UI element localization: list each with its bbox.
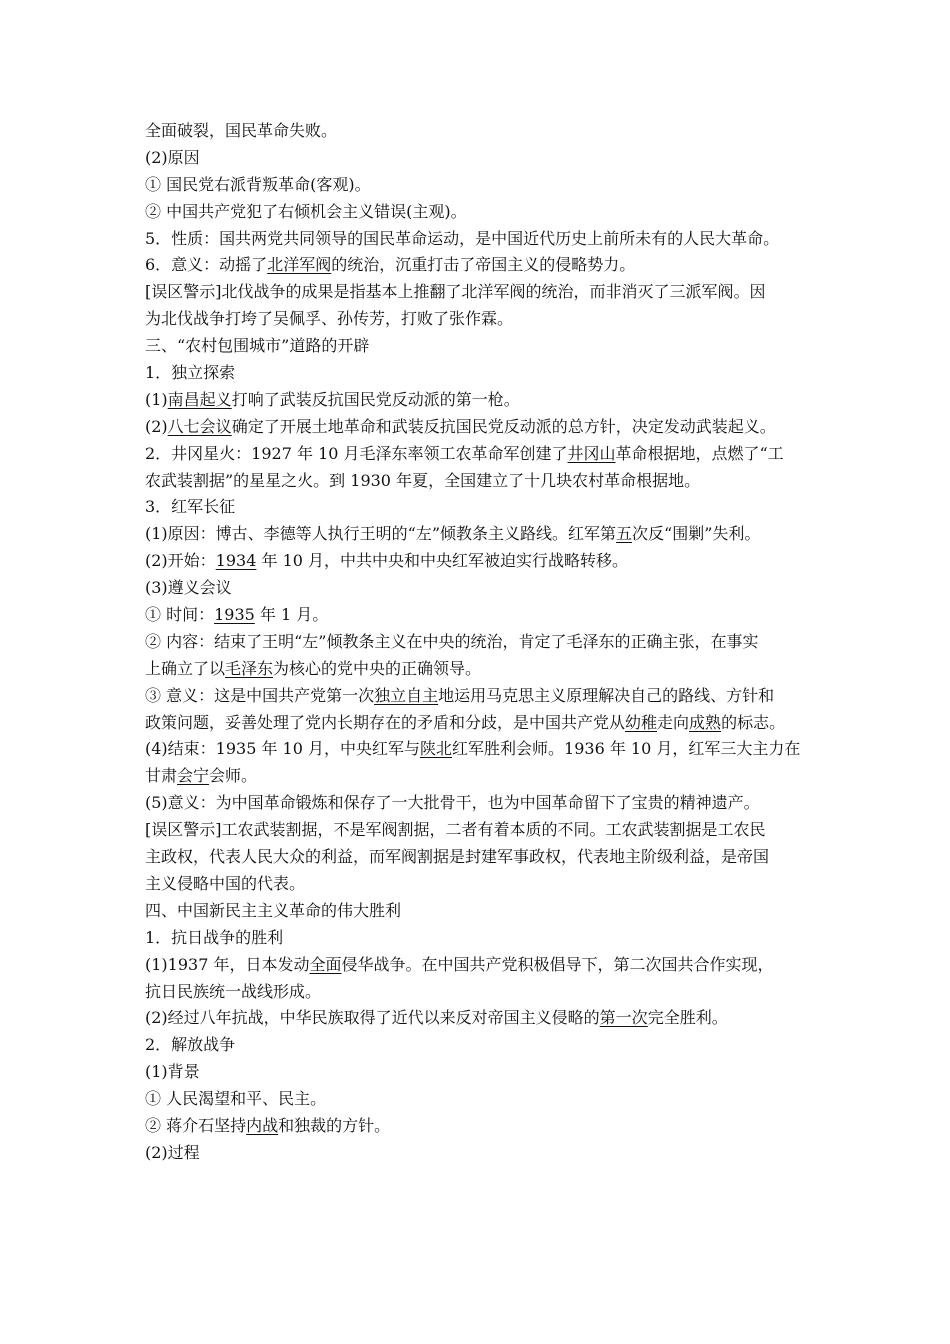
text-line — [145, 790, 835, 817]
text-line — [145, 683, 835, 710]
text-segment: 甘肃 — [145, 766, 178, 786]
text-segment: (2)开始： — [145, 551, 216, 571]
text-line — [145, 494, 835, 521]
text-line — [145, 602, 835, 629]
text-segment: 主义侵略中国的代表。 — [145, 873, 306, 893]
text-segment: 抗日民族统一战线形成。 — [145, 981, 322, 1001]
text-line — [145, 710, 835, 737]
text-line — [145, 414, 835, 441]
text-segment: 的统治，沉重打击了帝国主义的侵略势力。 — [331, 255, 636, 275]
underlined-answer: 成熟 — [689, 712, 722, 732]
text-segment: 侵华战争。在中国共产党积极倡导下，第二次国共合作实现， — [341, 954, 774, 974]
text-line — [145, 871, 835, 898]
text-line — [145, 333, 835, 360]
text-segment: 为北伐战争打垮了吴佩孚、孙传芳，打败了张作霖。 — [145, 309, 514, 329]
text-segment: 为核心的党中央的正确领导。 — [273, 658, 482, 678]
underlined-answer: 毛泽东 — [225, 658, 274, 678]
text-segment: ① 时间： — [145, 605, 215, 625]
text-line — [145, 736, 835, 763]
text-line — [145, 763, 835, 790]
text-segment: 地运用马克思主义原理解决自己的路线、方针和 — [438, 685, 775, 705]
text-segment: ② 中国共产党犯了右倾机会主义错误(主观)。 — [145, 201, 467, 221]
text-line — [145, 387, 835, 414]
text-line — [145, 145, 835, 172]
text-segment: [误区警示]北伐战争的成果是指基本上推翻了北洋军阀的统治，而非消灭了三派军阀。因 — [145, 282, 766, 302]
text-line — [145, 441, 835, 468]
text-line — [145, 226, 835, 253]
text-line — [145, 279, 835, 306]
text-line — [145, 548, 835, 575]
text-segment: 政策问题，妥善处理了党内长期存在的矛盾和分歧，是中国共产党从 — [145, 712, 626, 732]
text-segment: ① 人民渴望和平、民主。 — [145, 1089, 327, 1109]
text-line — [145, 925, 835, 952]
text-segment: (1) — [145, 389, 168, 409]
text-segment: (2) — [145, 416, 168, 436]
text-segment: 年 1 月。 — [254, 605, 329, 625]
text-segment: 农武装割据”的星星之火。到 1930 年夏，全国建立了十几块农村革命根据地。 — [145, 470, 701, 490]
text-segment: ② 蒋介石坚持 — [145, 1115, 247, 1135]
text-segment: ② 内容：结束了王明“左”倾教条主义在中央的统治，肯定了毛泽东的正确主张，在事实 — [145, 631, 759, 651]
underlined-answer: 独立自主 — [374, 685, 439, 705]
text-segment: 年 10 月，中共中央和中央红军被迫实行战略转移。 — [256, 551, 629, 571]
text-line — [145, 306, 835, 333]
text-line — [145, 172, 835, 199]
text-line — [145, 199, 835, 226]
text-line — [145, 1005, 835, 1032]
underlined-answer: 八七会议 — [167, 416, 232, 436]
text-line — [145, 118, 835, 145]
text-segment: (2)过程 — [145, 1142, 200, 1162]
text-line — [145, 898, 835, 925]
text-segment: 2．井冈星火：1927 年 10 月毛泽东率领工农革命军创建了 — [145, 443, 568, 463]
text-line — [145, 979, 835, 1006]
underlined-answer: 全面 — [309, 954, 342, 974]
text-line — [145, 656, 835, 683]
text-line — [145, 468, 835, 495]
text-segment: 6．意义：动摇了 — [145, 255, 268, 275]
text-segment: 会师。 — [209, 766, 258, 786]
text-segment: (2)经过八年抗战，中华民族取得了近代以来反对帝国主义侵略的 — [145, 1008, 600, 1028]
text-segment: 确定了开展土地革命和武装反抗国民党反动派的总方针，决定发动武装起义。 — [231, 416, 776, 436]
text-line — [145, 575, 835, 602]
text-segment: (3)遵义会议 — [145, 578, 232, 598]
text-segment: ③ 意义：这是中国共产党第一次 — [145, 685, 375, 705]
text-segment: 三、“农村包围城市”道路的开辟 — [145, 336, 370, 356]
text-segment: 完全胜利。 — [647, 1008, 728, 1028]
text-segment: 主政权，代表人民大众的利益，而军阀割据是封建军事政权，代表地主阶级利益，是帝国 — [145, 847, 770, 867]
text-segment: 2．解放战争 — [145, 1035, 236, 1055]
text-segment: [误区警示]工农武装割据，不是军阀割据，二者有着本质的不同。工农武装割据是工农民 — [145, 820, 766, 840]
underlined-answer: 南昌起义 — [167, 389, 232, 409]
text-line — [145, 360, 835, 387]
underlined-answer: 第一次 — [599, 1008, 648, 1028]
text-segment: (1)1937 年，日本发动 — [145, 954, 310, 974]
underlined-answer: 五 — [616, 524, 633, 544]
text-segment: 上确立了以 — [145, 658, 226, 678]
underlined-answer: 1934 — [215, 551, 257, 571]
underlined-answer: 幼稚 — [625, 712, 658, 732]
text-line — [145, 252, 835, 279]
text-line — [145, 1086, 835, 1113]
underlined-answer: 会宁 — [177, 766, 210, 786]
text-line — [145, 521, 835, 548]
text-segment: 打响了武装反抗国民党反动派的第一枪。 — [231, 389, 520, 409]
text-segment: 和独裁的方针。 — [278, 1115, 391, 1135]
underlined-answer: 陕北 — [420, 739, 453, 759]
text-segment: 全面破裂，国民革命失败。 — [145, 121, 338, 140]
text-line — [145, 952, 835, 979]
text-segment: 革命根据地，点燃了“工 — [615, 443, 784, 463]
text-segment: 四、中国新民主主义革命的伟大胜利 — [145, 900, 402, 920]
text-segment: (4)结束：1935 年 10 月，中央红军与 — [145, 739, 421, 759]
document-body — [145, 118, 835, 1167]
text-segment: (2)原因 — [145, 147, 200, 167]
text-segment: 1．独立探索 — [145, 363, 236, 383]
text-segment: 的标志。 — [721, 712, 786, 732]
text-segment: (1)原因：博古、李德等人执行王明的“左”倾教条主义路线。红军第 — [145, 524, 617, 544]
text-segment: 3．红军长征 — [145, 497, 236, 517]
text-line — [145, 1113, 835, 1140]
text-segment: 1．抗日战争的胜利 — [145, 927, 284, 947]
text-segment: 红军胜利会师。1936 年 10 月，红军三大主力在 — [452, 739, 801, 759]
text-segment: (1)背景 — [145, 1062, 200, 1082]
text-segment: (5)意义：为中国革命锻炼和保存了一大批骨干，也为中国革命留下了宝贵的精神遗产。 — [145, 793, 760, 813]
text-segment: ① 国民党右派背叛革命(客观)。 — [145, 174, 371, 194]
underlined-answer: 内战 — [246, 1115, 279, 1135]
text-line — [145, 1032, 835, 1059]
text-line — [145, 1140, 835, 1167]
text-line — [145, 844, 835, 871]
underlined-answer: 1935 — [214, 605, 255, 625]
text-segment: 走向 — [657, 712, 690, 732]
text-segment: 次反“围剿”失利。 — [632, 524, 761, 544]
text-line — [145, 817, 835, 844]
text-line — [145, 1059, 835, 1086]
underlined-answer: 北洋军阀 — [267, 255, 332, 275]
text-line — [145, 629, 835, 656]
underlined-answer: 井冈山 — [567, 443, 616, 463]
text-segment: 5．性质：国共两党共同领导的国民革命运动，是中国近代历史上前所未有的人民大革命。 — [145, 228, 780, 248]
